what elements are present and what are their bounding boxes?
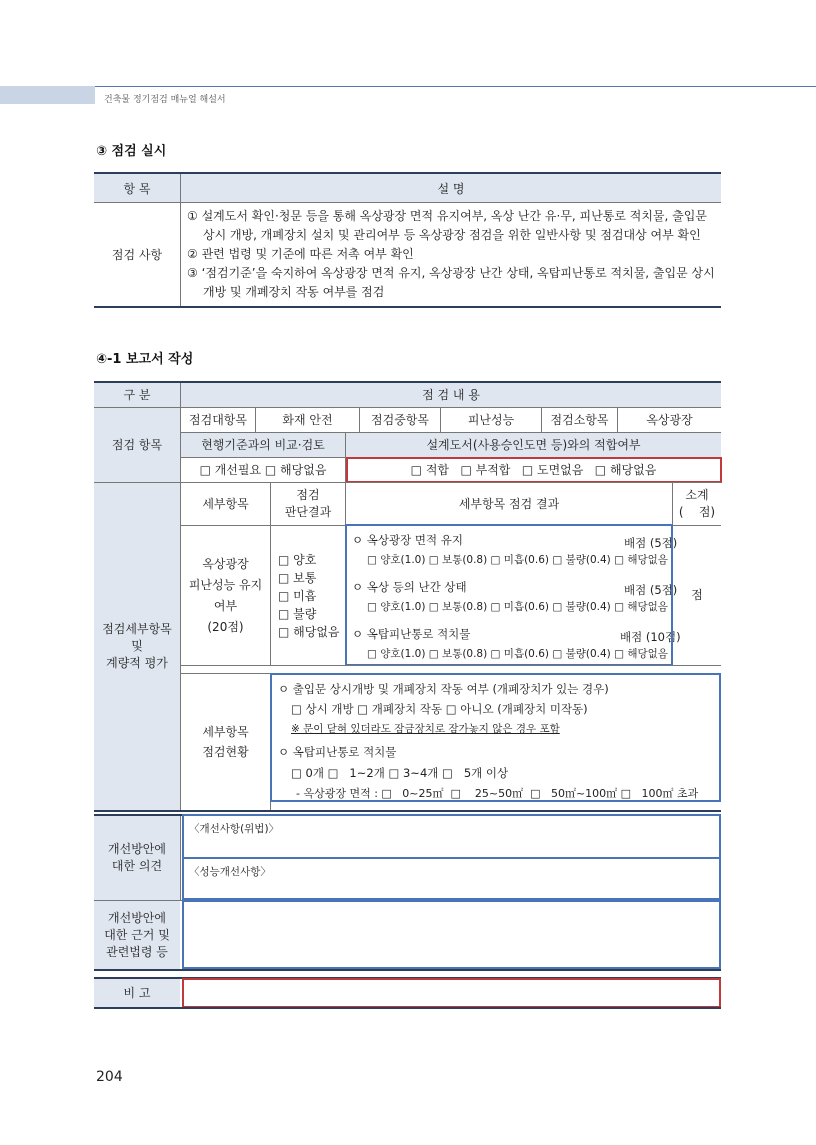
sub-item-name: 옥상광장 피난성능 유지 여부 (20점)	[188, 556, 263, 634]
basis-box[interactable]	[182, 900, 721, 969]
result-3-options[interactable]: □ 양호(1.0) □ 보통(0.8) □ 미흡(0.6) □ 불량(0.4) □ 해당없음	[367, 648, 668, 660]
header-accent-bar	[0, 86, 95, 104]
section-title-inspection: ③ 점검 실시	[96, 144, 167, 159]
result-1-title: ㅇ 옥상광장 면적 유지	[352, 533, 463, 547]
result-3-score: 배점 (10점)	[620, 630, 681, 644]
result-2-options[interactable]: □ 양호(1.0) □ 보통(0.8) □ 미흡(0.6) □ 불량(0.4) □ 해당없음	[367, 601, 668, 613]
mid-item-value: 피난성능	[467, 412, 515, 427]
page-number: 204	[96, 1069, 123, 1085]
major-item-label: 점검대항목	[189, 412, 247, 427]
performance-label: 〈성능개선사항〉	[189, 866, 271, 878]
result-2-score: 배점 (5점)	[624, 583, 678, 597]
status-line-2[interactable]: □ 상시 개방 □ 개폐장치 작동 □ 아니오 (개폐장치 미작동)	[291, 702, 588, 716]
report-table	[94, 381, 721, 1009]
header-rule	[95, 86, 816, 87]
label-basis: 개선방안에 대한 근거 및 관련법령 등	[94, 901, 180, 969]
label-remarks: 비 고	[94, 979, 180, 1007]
col-result: 세부항목 점검 결과	[458, 496, 560, 511]
col-header-item: 항 목	[94, 173, 181, 203]
conform-label: 설계도서(사용승인도면 등)와의 적합여부	[346, 433, 721, 457]
col-total: 소계 ( 점)	[678, 488, 716, 519]
desc-line-3: ③ ‘점검기준’을 숙지하여 옥상광장 면적 유지, 옥상광장 난간 상태, 옥탑피난통로 적치물, 출입문 상시 개방 및 개폐장치 작동 여부를 점검	[187, 266, 715, 299]
result-3-title: ㅇ 옥탑피난통로 적치물	[352, 627, 471, 641]
inspection-table	[94, 172, 721, 308]
compare-label: 현행기준과의 비교·검토	[181, 433, 345, 457]
status-note: ※ 문이 닫혀 있더라도 잠금장치로 잠가놓지 않은 경우 포함	[291, 723, 560, 735]
header-gubun: 구 분	[94, 383, 180, 407]
desc-line-1: ① 설계도서 확인·청문 등을 통해 옥상광장 면적 유지여부, 옥상 난간 유·무, 피난통로 적치물, 출입문 상시 개방, 개폐장치 설치 및 관리여부 등 옥상광장 점검을 위한 일반사항 및 점검대상 여부 확인	[187, 209, 707, 242]
row-label-check: 점검 사항	[94, 203, 181, 308]
desc-line-2: ② 관련 법령 및 기준에 따른 저촉 여부 확인	[187, 247, 414, 261]
label-opinion: 개선방안에 대한 의견	[94, 816, 180, 900]
status-line-5[interactable]: □ 0개 □ 1~2개 □ 3~4개 □ 5개 이상	[291, 766, 509, 780]
status-line-4: ㅇ 옥탑피난통로 적치물	[278, 745, 397, 759]
status-line-1: ㅇ 출입문 상시개방 및 개폐장치 작동 여부 (개폐장치가 있는 경우)	[278, 682, 609, 696]
result-1-options[interactable]: □ 양호(1.0) □ 보통(0.8) □ 미흡(0.6) □ 불량(0.4) □ 해당없음	[367, 554, 668, 566]
conform-options[interactable]: □ 적합 □ 부적합 □ 도면없음 □ 해당없음	[410, 462, 657, 477]
header-content: 점 검 내 용	[181, 383, 721, 407]
status-line-6[interactable]: - 옥상광장 면적 : □ 0~25㎡ □ 25~50㎡ □ 50㎡~100㎡ □ 100㎡ 초과	[296, 787, 699, 800]
conform-highlight	[346, 457, 722, 483]
judge-options[interactable]: □ 양호 □ 보통 □ 미흡 □ 불량 □ 해당없음	[278, 552, 340, 639]
description-cell	[181, 203, 722, 308]
violation-label: 〈개선사항(위법)〉	[189, 823, 280, 835]
result-1-score: 배점 (5점)	[624, 536, 678, 550]
status-label: 세부항목 점검현황	[202, 725, 249, 759]
minor-item-value: 옥상광장	[646, 412, 693, 427]
col-judge: 점검 판단결과	[284, 488, 332, 519]
col-header-desc: 설 명	[181, 173, 722, 203]
minor-item-label: 점검소항목	[550, 412, 609, 427]
col-sub-item: 세부항목	[202, 496, 249, 511]
section-title-report: ④-1 보고서 작성	[96, 352, 194, 367]
major-item-value: 화재 안전	[282, 412, 333, 427]
compare-options[interactable]: □ 개선필요 □ 해당없음	[199, 462, 327, 477]
mid-item-label: 점검중항목	[371, 412, 429, 427]
total-score[interactable]: 점	[691, 588, 703, 602]
running-header: 건축물 정기점검 매뉴얼 해설서	[104, 95, 226, 105]
label-check-item: 점검 항목	[94, 408, 180, 482]
label-detail: 점검세부항목 및 계량적 평가	[94, 483, 180, 810]
result-2-title: ㅇ 옥상 등의 난간 상태	[352, 580, 467, 594]
remarks-box[interactable]	[182, 978, 721, 1008]
result-highlight	[345, 524, 673, 666]
